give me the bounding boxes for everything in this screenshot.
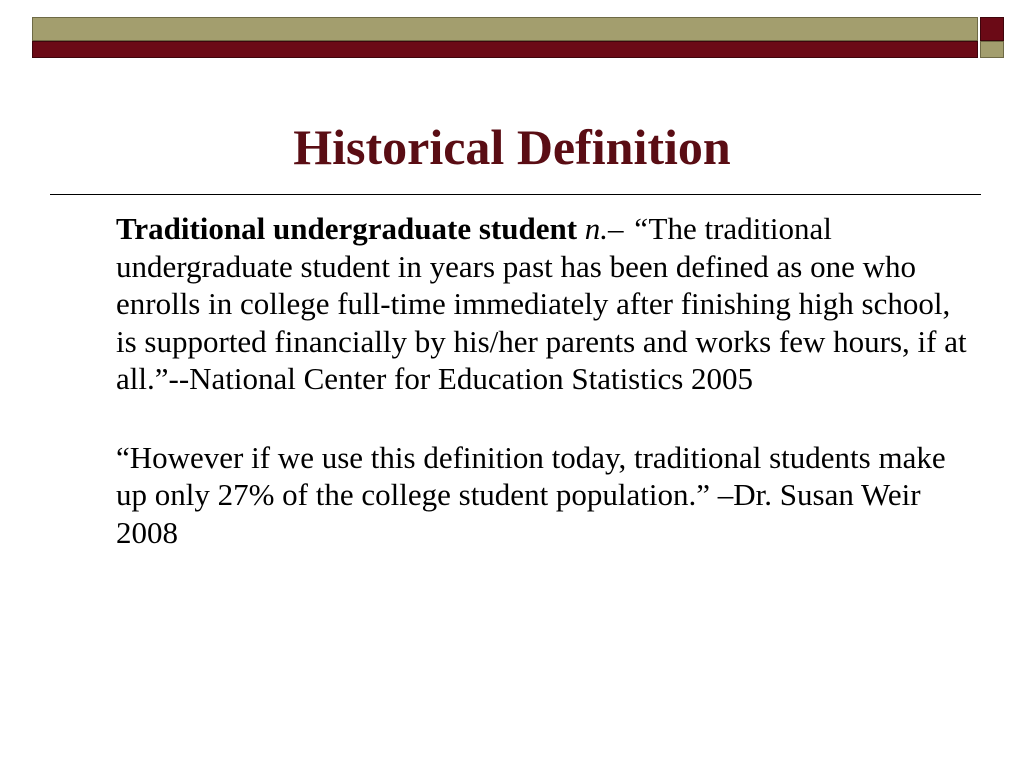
- part-of-speech: n.–: [584, 211, 624, 246]
- corner-square-maroon: [980, 17, 1004, 41]
- definition-text: The traditional undergraduate student in years past has been defined as one who enrolls in college full-time immediately after finishing high school, is supported financially by his/her parents and works few hours, if at all.”--National Center for Education Statistics 2005: [116, 211, 967, 396]
- title-divider: [50, 194, 981, 195]
- definition-open-quote: “: [631, 211, 649, 246]
- quote-paragraph: [116, 439, 976, 552]
- slide-title: Historical Definition: [293, 119, 731, 175]
- slide-body: [116, 210, 976, 551]
- header-band-olive: [32, 17, 978, 41]
- definition-paragraph: [116, 210, 976, 398]
- defined-term: Traditional undergraduate student: [116, 211, 578, 246]
- header-band-maroon: [32, 41, 978, 58]
- quote-text: “However if we use this definition today, traditional students make up only 27% of the college student population.” –Dr. Susan Weir 2008: [116, 439, 946, 550]
- corner-square-olive: [980, 41, 1004, 58]
